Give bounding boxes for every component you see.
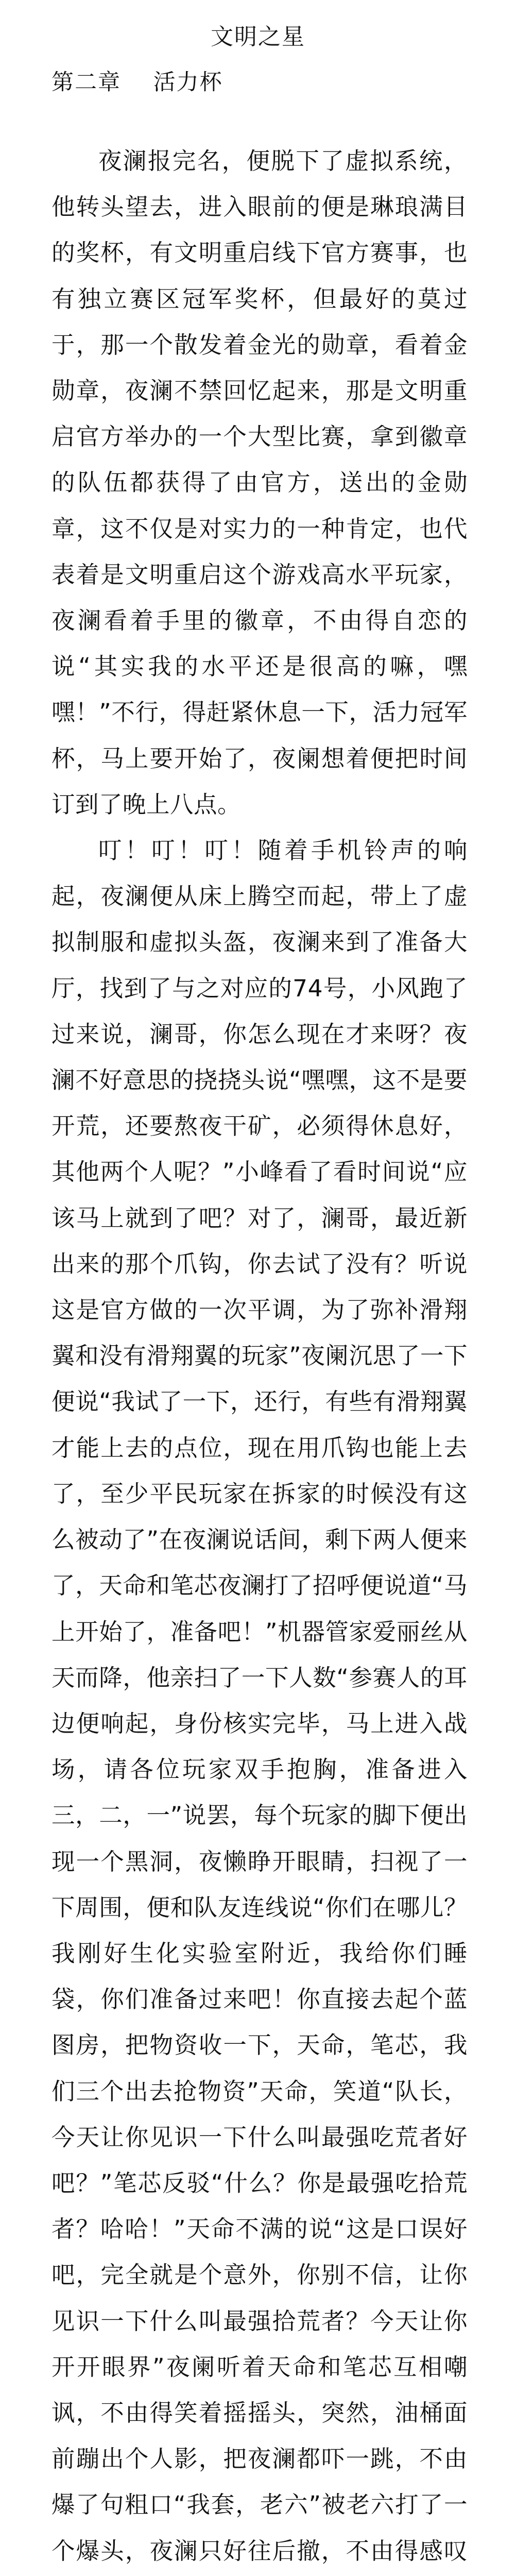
chapter-heading: 第二章 活力杯 <box>51 70 223 95</box>
paragraph: 叮！叮！叮！随着手机铃声的响起，夜澜便从床上腾空而起，带上了虚拟制服和虚拟头盔，夜澜来到了准备大厅，找到了与之对应的74号，小风跑了过来说，澜哥，你怎么现在才来呀？夜澜不好意思的挠挠头说“嘿嘿，这不是要开荒，还要熬夜干矿，必须得休息好，其他两个人呢？”小峰看了看时间说“应该马上就到了吧？对了，澜哥，最近新出来的那个爪钩，你去试了没有？听说这是官方做的一次平调，为了弥补滑翔翼和没有滑翔翼的玩家”夜阑沉思了一下便说“我试了一下，还行，有些有滑翔翼才能上去的点位，现在用爪钩也能上去了，至少平民玩家在拆家的时候没有这么被动了”在夜澜说话间，剩下两人便来了，天命和笔芯夜澜打了招呼便说道“马上开始了，准备吧！”机器管家爱丽丝从天而降，他亲扫了一下人数“参赛人的耳边便响起，身份核实完毕，马上进入战场，请各位玩家双手抱胸，准备进入三，二，一”说罢，每个玩家的脚下便出现一个黑洞，夜懒睁开眼睛，扫视了一下周围，便和队友连线说“你们在哪儿？我刚好生化实验室附近，我给你们睡袋，你们准备过来吧！你直接去起个蓝图房，把物资收一下，天命，笔芯，我们三个出去抢物资”天命，笑道“队长，今天让你见识一下什么叫最强吃荒者好吧？”笔芯反驳“什么？你是最强吃拾荒者？哈哈！”天命不满的说“这是口误好吧，完全就是个意外，你别不信，让你见识一下什么叫最强拾荒者？今天让你开开眼界”夜阑听着天命和笔芯互相嘲讽，不由得笑着摇摇头，突然，油桶面前蹦出个人影，把夜澜都吓一跳，不由爆了句粗口“我套，老六”被老六打了一个爆头，夜澜只好往后撤，不由得感叹 <box>51 837 468 2565</box>
paragraph: 夜澜报完名，便脱下了虚拟系统，他转头望去，进入眼前的便是琳琅满目的奖杯，有文明重启线下官方赛事，也有独立赛区冠军奖杯，但最好的莫过于，那一个散发着金光的勋章，看着金勋章，夜澜不禁回忆起来，那是文明重启官方举办的一个大型比赛，拿到徽章的队伍都获得了由官方，送出的金勋章，这不仅是对实力的一种肯定，也代表着是文明重启这个游戏高水平玩家，夜澜看着手里的徽章，不由得自恋的说“其实我的水平还是很高的嘛，嘿嘿！”不行，得赶紧休息一下，活力冠军杯，马上要开始了，夜阑想着便把时间订到了晚上八点。 <box>51 147 468 818</box>
note-body <box>51 138 468 2576</box>
page-title: 文明之星 <box>211 24 305 50</box>
